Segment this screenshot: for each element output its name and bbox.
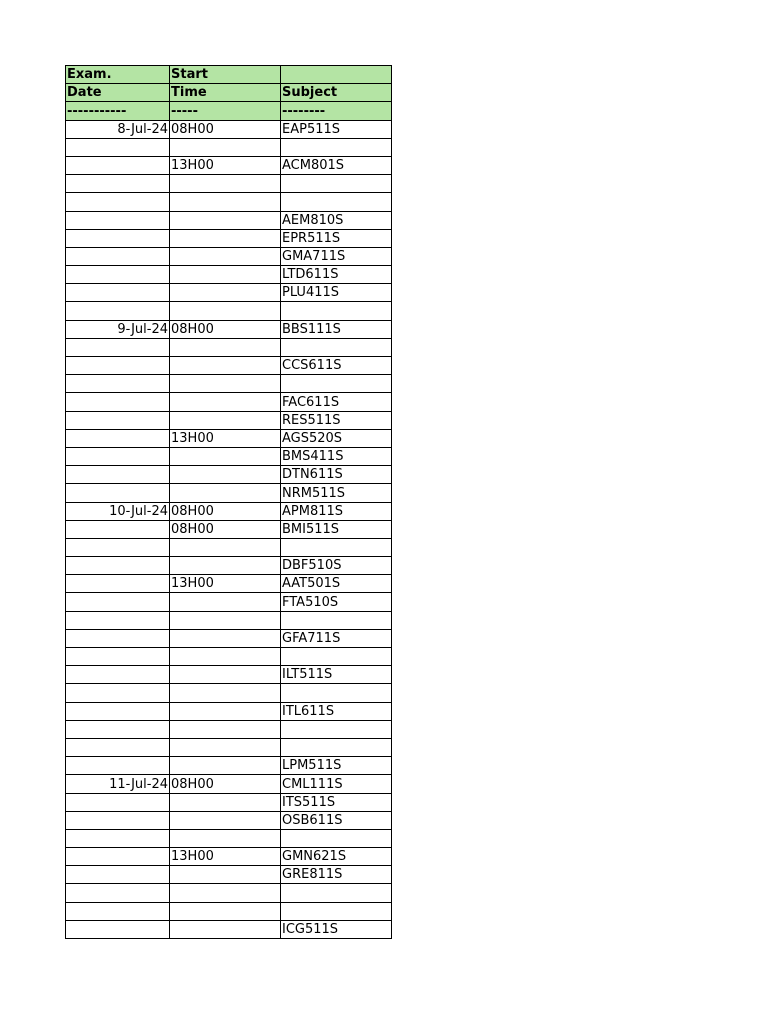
date-cell[interactable] [66, 357, 170, 375]
subject-cell[interactable] [281, 611, 392, 629]
header-date-underline[interactable]: ----------- [66, 102, 170, 120]
timetable-body [66, 66, 392, 939]
table-row [66, 229, 392, 247]
subject-cell[interactable]: NRM511S [281, 484, 392, 502]
date-cell[interactable]: 8-Jul-24 [66, 120, 170, 138]
date-cell[interactable] [66, 447, 170, 465]
table-row [66, 284, 392, 302]
date-cell[interactable] [66, 720, 170, 738]
subject-cell[interactable]: CCS611S [281, 357, 392, 375]
time-cell[interactable] [170, 466, 281, 484]
table-row [66, 447, 392, 465]
date-cell[interactable] [66, 866, 170, 884]
date-cell[interactable] [66, 284, 170, 302]
table-row [66, 466, 392, 484]
date-cell[interactable] [66, 575, 170, 593]
time-cell[interactable] [170, 266, 281, 284]
subject-cell[interactable] [281, 175, 392, 193]
time-cell[interactable]: 08H00 [170, 502, 281, 520]
time-cell[interactable] [170, 302, 281, 320]
date-cell[interactable] [66, 247, 170, 265]
date-cell[interactable]: 11-Jul-24 [66, 775, 170, 793]
subject-cell[interactable]: LPM511S [281, 757, 392, 775]
time-cell[interactable] [170, 175, 281, 193]
subject-cell[interactable]: OSB611S [281, 811, 392, 829]
date-cell[interactable] [66, 156, 170, 174]
date-cell[interactable] [66, 193, 170, 211]
subject-cell[interactable] [281, 302, 392, 320]
table-row [66, 866, 392, 884]
date-cell[interactable] [66, 338, 170, 356]
time-cell[interactable]: 13H00 [170, 848, 281, 866]
date-cell[interactable] [66, 811, 170, 829]
time-cell[interactable]: 08H00 [170, 320, 281, 338]
time-cell[interactable] [170, 920, 281, 938]
time-cell[interactable] [170, 193, 281, 211]
subject-cell[interactable] [281, 193, 392, 211]
subject-cell[interactable]: DTN611S [281, 466, 392, 484]
table-row [66, 848, 392, 866]
date-cell[interactable] [66, 593, 170, 611]
table-row [66, 793, 392, 811]
time-cell[interactable] [170, 211, 281, 229]
table-row [66, 502, 392, 520]
time-cell[interactable]: 08H00 [170, 120, 281, 138]
header-exam[interactable]: Exam. [66, 66, 170, 84]
table-row [66, 156, 392, 174]
table-row [66, 120, 392, 138]
date-cell[interactable] [66, 175, 170, 193]
time-cell[interactable] [170, 393, 281, 411]
subject-cell[interactable]: CML111S [281, 775, 392, 793]
date-cell[interactable] [66, 557, 170, 575]
subject-cell[interactable]: GFA711S [281, 629, 392, 647]
time-cell[interactable] [170, 648, 281, 666]
header-subject-underline[interactable]: -------- [281, 102, 392, 120]
subject-cell[interactable]: EAP511S [281, 120, 392, 138]
date-cell[interactable] [66, 393, 170, 411]
date-cell[interactable] [66, 884, 170, 902]
subject-cell[interactable] [281, 138, 392, 156]
date-cell[interactable] [66, 266, 170, 284]
table-row [66, 411, 392, 429]
table-row [66, 775, 392, 793]
date-cell[interactable] [66, 629, 170, 647]
time-cell[interactable] [170, 484, 281, 502]
header-time[interactable]: Time [170, 84, 281, 102]
subject-cell[interactable] [281, 738, 392, 756]
table-row [66, 920, 392, 938]
subject-cell[interactable] [281, 720, 392, 738]
date-cell[interactable] [66, 738, 170, 756]
table-row [66, 211, 392, 229]
header-row-2 [66, 84, 392, 102]
subject-cell[interactable]: FTA510S [281, 593, 392, 611]
subject-cell[interactable] [281, 902, 392, 920]
header-start[interactable]: Start [170, 66, 281, 84]
date-cell[interactable] [66, 920, 170, 938]
date-cell[interactable] [66, 520, 170, 538]
table-row [66, 538, 392, 556]
time-cell[interactable] [170, 702, 281, 720]
subject-cell[interactable]: ITS511S [281, 793, 392, 811]
date-cell[interactable] [66, 757, 170, 775]
time-cell[interactable] [170, 284, 281, 302]
time-cell[interactable] [170, 629, 281, 647]
time-cell[interactable] [170, 811, 281, 829]
date-cell[interactable] [66, 211, 170, 229]
time-cell[interactable] [170, 720, 281, 738]
subject-cell[interactable]: ACM801S [281, 156, 392, 174]
table-row [66, 629, 392, 647]
time-cell[interactable] [170, 447, 281, 465]
subject-cell[interactable]: PLU411S [281, 284, 392, 302]
date-cell[interactable]: 9-Jul-24 [66, 320, 170, 338]
subject-cell[interactable]: ILT511S [281, 666, 392, 684]
table-row [66, 702, 392, 720]
time-cell[interactable]: 13H00 [170, 575, 281, 593]
date-cell[interactable] [66, 684, 170, 702]
table-row [66, 611, 392, 629]
subject-cell[interactable]: DBF510S [281, 557, 392, 575]
subject-cell[interactable] [281, 684, 392, 702]
table-row [66, 520, 392, 538]
subject-cell[interactable]: LTD611S [281, 266, 392, 284]
date-cell[interactable] [66, 375, 170, 393]
table-row [66, 684, 392, 702]
date-cell[interactable] [66, 702, 170, 720]
header-time-underline[interactable]: ----- [170, 102, 281, 120]
table-row [66, 320, 392, 338]
date-cell[interactable] [66, 429, 170, 447]
table-row [66, 648, 392, 666]
time-cell[interactable] [170, 338, 281, 356]
time-cell[interactable] [170, 411, 281, 429]
date-cell[interactable] [66, 538, 170, 556]
table-row [66, 193, 392, 211]
date-cell[interactable] [66, 793, 170, 811]
date-cell[interactable] [66, 611, 170, 629]
date-cell[interactable] [66, 666, 170, 684]
time-cell[interactable]: 08H00 [170, 775, 281, 793]
table-row [66, 757, 392, 775]
table-row [66, 266, 392, 284]
time-cell[interactable]: 13H00 [170, 156, 281, 174]
table-row [66, 338, 392, 356]
subject-cell[interactable]: BMS411S [281, 447, 392, 465]
subject-cell[interactable]: APM811S [281, 502, 392, 520]
header-row-3 [66, 102, 392, 120]
time-cell[interactable] [170, 829, 281, 847]
subject-cell[interactable] [281, 538, 392, 556]
time-cell[interactable] [170, 793, 281, 811]
subject-cell[interactable] [281, 829, 392, 847]
subject-cell[interactable]: RES511S [281, 411, 392, 429]
table-row [66, 302, 392, 320]
date-cell[interactable]: 10-Jul-24 [66, 502, 170, 520]
table-row [66, 138, 392, 156]
exam-timetable [65, 65, 392, 939]
table-row [66, 575, 392, 593]
time-cell[interactable] [170, 247, 281, 265]
subject-cell[interactable]: BMI511S [281, 520, 392, 538]
subject-cell[interactable]: FAC611S [281, 393, 392, 411]
time-cell[interactable] [170, 611, 281, 629]
date-cell[interactable] [66, 648, 170, 666]
header-subject[interactable]: Subject [281, 84, 392, 102]
table-row [66, 593, 392, 611]
subject-cell[interactable]: EPR511S [281, 229, 392, 247]
subject-cell[interactable]: BBS111S [281, 320, 392, 338]
header-row-1 [66, 66, 392, 84]
time-cell[interactable]: 08H00 [170, 520, 281, 538]
table-row [66, 666, 392, 684]
table-row [66, 557, 392, 575]
time-cell[interactable] [170, 593, 281, 611]
header-blank[interactable] [281, 66, 392, 84]
time-cell[interactable] [170, 684, 281, 702]
table-row [66, 884, 392, 902]
time-cell[interactable] [170, 666, 281, 684]
subject-cell[interactable]: ICG511S [281, 920, 392, 938]
subject-cell[interactable]: AAT501S [281, 575, 392, 593]
date-cell[interactable] [66, 411, 170, 429]
subject-cell[interactable] [281, 648, 392, 666]
table-row [66, 393, 392, 411]
time-cell[interactable] [170, 357, 281, 375]
date-cell[interactable] [66, 902, 170, 920]
time-cell[interactable] [170, 229, 281, 247]
date-cell[interactable] [66, 302, 170, 320]
time-cell[interactable]: 13H00 [170, 429, 281, 447]
time-cell[interactable] [170, 375, 281, 393]
time-cell[interactable] [170, 866, 281, 884]
subject-cell[interactable]: GMA711S [281, 247, 392, 265]
date-cell[interactable] [66, 138, 170, 156]
subject-cell[interactable]: GRE811S [281, 866, 392, 884]
date-cell[interactable] [66, 229, 170, 247]
date-cell[interactable] [66, 829, 170, 847]
table-row [66, 429, 392, 447]
table-row [66, 484, 392, 502]
header-date[interactable]: Date [66, 84, 170, 102]
subject-cell[interactable]: AGS520S [281, 429, 392, 447]
time-cell[interactable] [170, 557, 281, 575]
table-row [66, 738, 392, 756]
time-cell[interactable] [170, 738, 281, 756]
time-cell[interactable] [170, 138, 281, 156]
table-row [66, 175, 392, 193]
table-row [66, 357, 392, 375]
subject-cell[interactable] [281, 338, 392, 356]
table-row [66, 375, 392, 393]
time-cell[interactable] [170, 538, 281, 556]
subject-cell[interactable] [281, 375, 392, 393]
time-cell[interactable] [170, 757, 281, 775]
subject-cell[interactable]: AEM810S [281, 211, 392, 229]
date-cell[interactable] [66, 848, 170, 866]
table-row [66, 902, 392, 920]
table-row [66, 829, 392, 847]
table-row [66, 720, 392, 738]
subject-cell[interactable] [281, 884, 392, 902]
time-cell[interactable] [170, 884, 281, 902]
time-cell[interactable] [170, 902, 281, 920]
date-cell[interactable] [66, 466, 170, 484]
date-cell[interactable] [66, 484, 170, 502]
subject-cell[interactable]: ITL611S [281, 702, 392, 720]
table-row [66, 811, 392, 829]
subject-cell[interactable]: GMN621S [281, 848, 392, 866]
table-row [66, 247, 392, 265]
